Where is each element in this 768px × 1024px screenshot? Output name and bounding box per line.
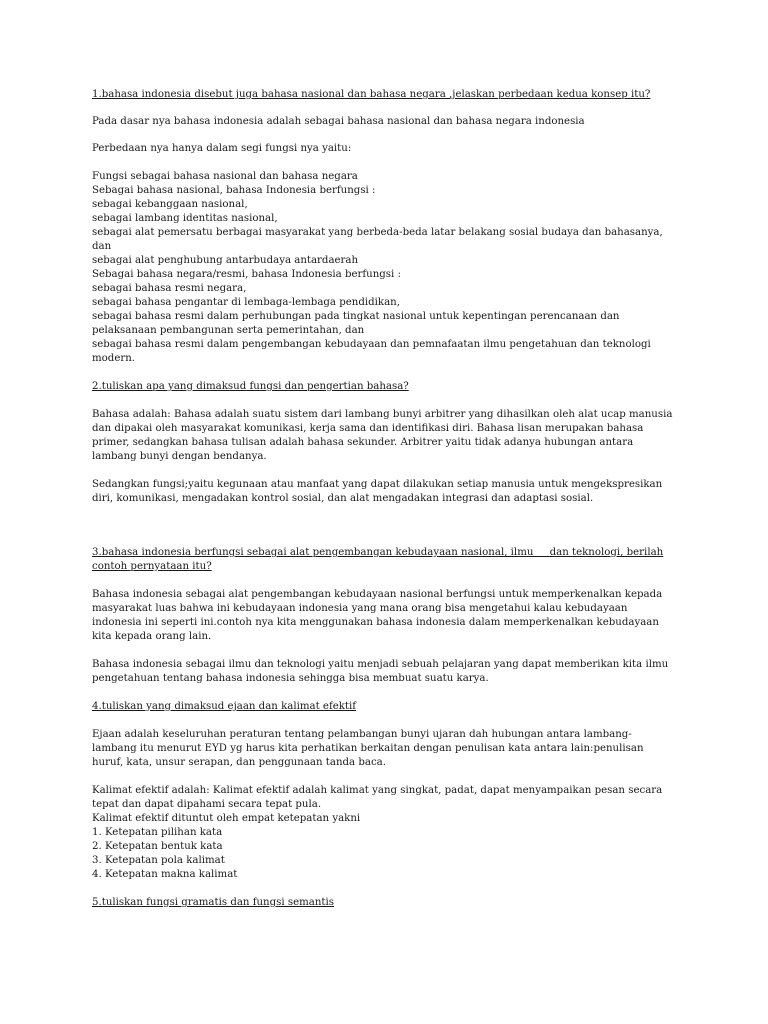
heading-line: 3.bahasa indonesia berfungsi sebagai alat pengembangan kebudayaan nasional, ilmu dan teknologi, berilah xyxy=(92,547,664,558)
paragraph-line: huruf, kata, unsur serapan, dan penggunaan tanda baca. xyxy=(92,757,386,768)
question-1-function-list xyxy=(92,170,682,366)
list-line: Fungsi sebagai bahasa nasional dan bahasa negara xyxy=(92,171,358,182)
paragraph-line: Kalimat efektif adalah: Kalimat efektif adalah kalimat yang singkat, padat, dapat menyampaikan pesan secara xyxy=(92,785,663,796)
paragraph-line: Bahasa adalah: Bahasa adalah suatu sistem dari lambang bunyi arbitrer yang dihasilkan oleh alat ucap manusia xyxy=(92,409,673,420)
question-3-paragraph-2 xyxy=(92,658,682,686)
question-4-heading: 4.tuliskan yang dimaksud ejaan dan kalimat efektif xyxy=(92,701,357,712)
paragraph-line: diri, komunikasi, mengadakan kontrol sosial, dan alat mengadakan integrasi dan adaptasi sosial. xyxy=(92,493,594,504)
list-line: sebagai alat pemersatu berbagai masyarakat yang berbeda-beda latar belakang sosial budaya dan bahasanya, xyxy=(92,227,663,238)
list-line: sebagai lambang identitas nasional, xyxy=(92,213,278,224)
document-page xyxy=(92,88,682,910)
paragraph-line: lambang itu menurut EYD yg harus kita perhatikan berkaitan dengan penulisan kata antara lain:penulisan xyxy=(92,743,644,754)
list-line: Sebagai bahasa nasional, bahasa Indonesia berfungsi : xyxy=(92,185,376,196)
paragraph-line: kita kepada orang lain. xyxy=(92,631,212,642)
paragraph-line: Sedangkan fungsi;yaitu kegunaan atau manfaat yang dapat dilakukan setiap manusia untuk mengekspresikan xyxy=(92,479,663,490)
paragraph-line: Kalimat efektif dituntut oleh empat ketepatan yakni xyxy=(92,813,361,824)
question-3-paragraph-1 xyxy=(92,588,682,644)
paragraph-line: tepat dan dapat dipahami secara tepat pula. xyxy=(92,799,322,810)
list-line: sebagai kebanggaan nasional, xyxy=(92,199,248,210)
paragraph-line: lambang bunyi dengan bendanya. xyxy=(92,451,267,462)
list-line: sebagai bahasa pengantar di lembaga-lembaga pendidikan, xyxy=(92,297,400,308)
paragraph-line: Bahasa indonesia sebagai alat pengembangan kebudayaan nasional berfungsi untuk memperkenalkan kepada xyxy=(92,589,663,600)
list-line: Sebagai bahasa negara/resmi, bahasa Indonesia berfungsi : xyxy=(92,269,401,280)
list-line: sebagai bahasa resmi dalam perhubungan pada tingkat nasional untuk kepentingan perencanaan dan xyxy=(92,311,620,322)
question-4-paragraph-2 xyxy=(92,784,682,882)
list-line: sebagai alat penghubung antarbudaya antardaerah xyxy=(92,255,359,266)
paragraph-line: Ejaan adalah keseluruhan peraturan tentang pelambangan bunyi ujaran dah hubungan antara lambang- xyxy=(92,729,632,740)
list-line: modern. xyxy=(92,353,136,364)
list-item: 2. Ketepatan bentuk kata xyxy=(92,841,223,852)
question-2-paragraph-2 xyxy=(92,478,682,506)
question-1-heading: 1.bahasa indonesia disebut juga bahasa nasional dan bahasa negara ,jelaskan perbedaan kedua konsep itu? xyxy=(92,89,651,100)
question-1-intro: Perbedaan nya hanya dalam segi fungsi nya yaitu: xyxy=(92,143,352,154)
list-item: 4. Ketepatan makna kalimat xyxy=(92,869,238,880)
question-1-answer: Pada dasar nya bahasa indonesia adalah sebagai bahasa nasional dan bahasa negara indonesia xyxy=(92,116,585,127)
heading-line: contoh pernyataan itu? xyxy=(92,561,212,572)
paragraph-line: Bahasa indonesia sebagai ilmu dan teknologi yaitu menjadi sebuah pelajaran yang dapat memberikan kita ilmu xyxy=(92,659,669,670)
paragraph-line: masyarakat luas bahwa ini kebudayaan indonesia yang mana orang bisa mengetahui kalau kebudayaan xyxy=(92,603,628,614)
question-2-heading: 2.tuliskan apa yang dimaksud fungsi dan pengertian bahasa? xyxy=(92,381,409,392)
list-line: dan xyxy=(92,241,112,252)
question-3-heading xyxy=(92,546,682,574)
list-line: sebagai bahasa resmi negara, xyxy=(92,283,247,294)
question-2-paragraph-1 xyxy=(92,408,682,464)
paragraph-line: pengetahuan tentang bahasa indonesia sehingga bisa membuat suatu karya. xyxy=(92,673,489,684)
question-5-heading: 5.tuliskan fungsi gramatis dan fungsi semantis xyxy=(92,897,334,908)
list-line: sebagai bahasa resmi dalam pengembangan kebudayaan dan pemnafaatan ilmu pengetahuan dan teknologi xyxy=(92,339,651,350)
paragraph-line: primer, sedangkan bahasa tulisan adalah bahasa sekunder. Arbitrer yaitu tidak adanya hubungan antara xyxy=(92,437,634,448)
list-item: 3. Ketepatan pola kalimat xyxy=(92,855,225,866)
list-item: 1. Ketepatan pilihan kata xyxy=(92,827,223,838)
paragraph-line: indonesia ini seperti ini.contoh nya kita menggunakan bahasa indonesia dalam memperkenalkan kebudayaan xyxy=(92,617,659,628)
question-4-paragraph-1 xyxy=(92,728,682,770)
paragraph-line: dan dipakai oleh masyarakat komunikasi, kerja sama dan identifikasi diri. Bahasa lisan merupakan bahasa xyxy=(92,423,644,434)
list-line: pelaksanaan pembangunan serta pemerintahan, dan xyxy=(92,325,365,336)
